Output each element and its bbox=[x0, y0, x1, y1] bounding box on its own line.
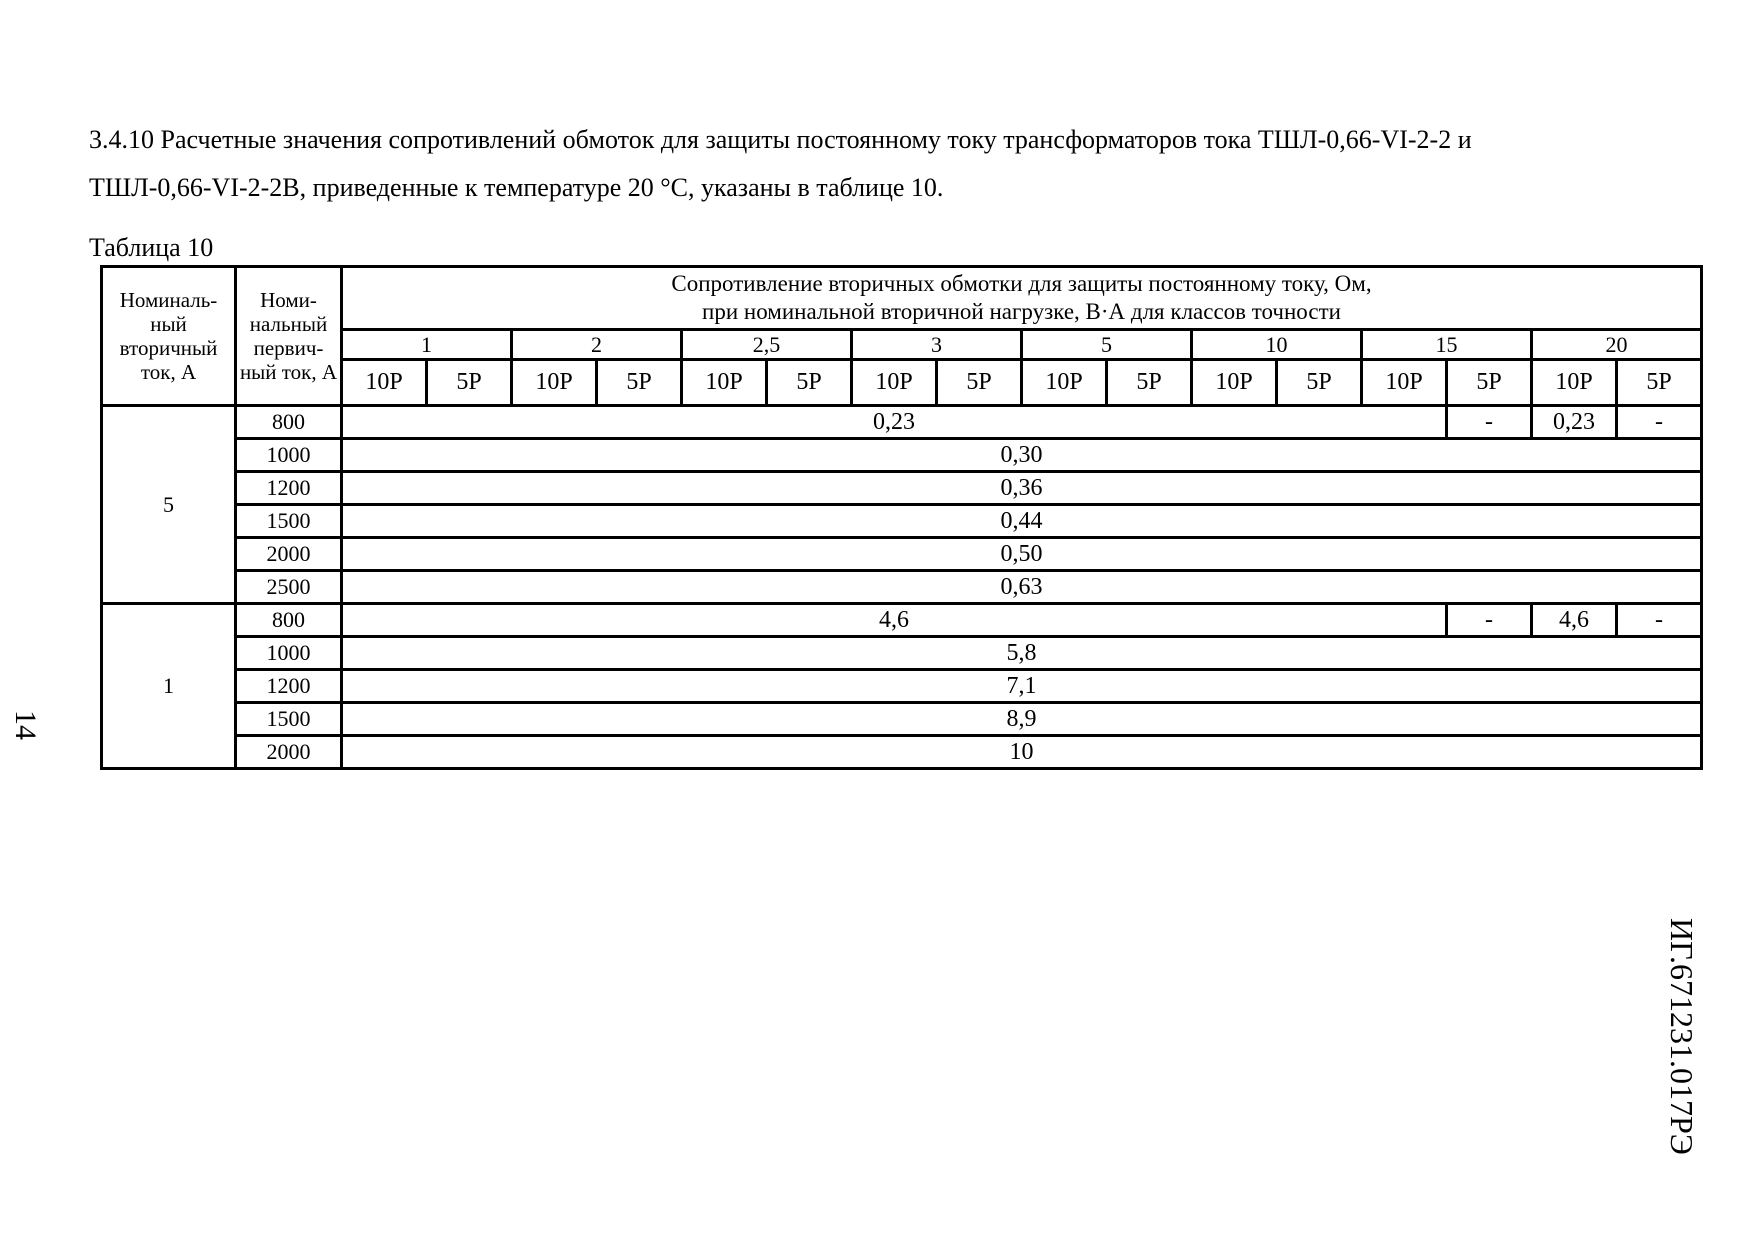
class-header: 10Р bbox=[1192, 360, 1277, 406]
class-header: 5Р bbox=[597, 360, 682, 406]
table-row bbox=[102, 505, 1702, 538]
resistance-value: 4,6 bbox=[342, 604, 1447, 637]
header-resistance-line2: при номинальной вторичной нагрузке, В·А для классов точности bbox=[702, 299, 1341, 324]
primary-current-cell: 2000 bbox=[236, 538, 342, 571]
header-resistance bbox=[342, 267, 1702, 330]
resistance-value: 0,44 bbox=[342, 505, 1702, 538]
resistance-value: 0,36 bbox=[342, 472, 1702, 505]
primary-current-cell: 2000 bbox=[236, 736, 342, 769]
table-row bbox=[102, 736, 1702, 769]
load-header: 10 bbox=[1192, 330, 1362, 360]
secondary-current-cell: 1 bbox=[102, 604, 236, 769]
load-header: 2,5 bbox=[682, 330, 852, 360]
class-header: 5Р bbox=[1447, 360, 1532, 406]
resistance-value: 0,50 bbox=[342, 538, 1702, 571]
class-header: 10Р bbox=[342, 360, 427, 406]
load-header: 5 bbox=[1022, 330, 1192, 360]
load-header: 20 bbox=[1532, 330, 1702, 360]
page-number: 14 bbox=[9, 710, 42, 740]
secondary-current-cell: 5 bbox=[102, 406, 236, 604]
primary-current-cell: 1000 bbox=[236, 439, 342, 472]
class-header: 5Р bbox=[427, 360, 512, 406]
table-caption: Таблица 10 bbox=[89, 233, 214, 262]
resistance-table bbox=[100, 265, 1703, 770]
primary-current-cell: 2500 bbox=[236, 571, 342, 604]
resistance-value: 0,23 bbox=[342, 406, 1447, 439]
primary-current-cell: 1000 bbox=[236, 637, 342, 670]
load-header: 1 bbox=[342, 330, 512, 360]
class-header: 10Р bbox=[1532, 360, 1617, 406]
table-row bbox=[102, 406, 1702, 439]
resistance-value: 7,1 bbox=[342, 670, 1702, 703]
load-header: 3 bbox=[852, 330, 1022, 360]
primary-current-cell: 1200 bbox=[236, 472, 342, 505]
class-header: 5Р bbox=[937, 360, 1022, 406]
class-header: 5Р bbox=[1277, 360, 1362, 406]
primary-current-cell: 1500 bbox=[236, 505, 342, 538]
header-primary-current: Номи-нальный первич-ный ток, А bbox=[236, 267, 342, 406]
class-header: 5Р bbox=[1617, 360, 1702, 406]
primary-current-cell: 800 bbox=[236, 604, 342, 637]
resistance-value: 0,63 bbox=[342, 571, 1702, 604]
primary-current-cell: 800 bbox=[236, 406, 342, 439]
intro-line-1: 3.4.10 Расчетные значения сопротивлений обмоток для защиты постоянному току трансформаторов тока ТШЛ-0,66-VI-2-2 и bbox=[89, 125, 1472, 154]
table-row bbox=[102, 472, 1702, 505]
table-row bbox=[102, 637, 1702, 670]
table-row bbox=[102, 439, 1702, 472]
intro-line-2: ТШЛ-0,66-VI-2-2В, приведенные к температуре 20 °С, указаны в таблице 10. bbox=[89, 173, 944, 202]
resistance-value: - bbox=[1447, 604, 1532, 637]
resistance-value: - bbox=[1617, 604, 1702, 637]
class-header: 10Р bbox=[1362, 360, 1447, 406]
table-row bbox=[102, 670, 1702, 703]
load-header: 2 bbox=[512, 330, 682, 360]
primary-current-cell: 1200 bbox=[236, 670, 342, 703]
class-header: 5Р bbox=[1107, 360, 1192, 406]
resistance-value: 5,8 bbox=[342, 637, 1702, 670]
intro-paragraph bbox=[89, 116, 1689, 212]
resistance-value: - bbox=[1617, 406, 1702, 439]
resistance-value: 8,9 bbox=[342, 703, 1702, 736]
load-header: 15 bbox=[1362, 330, 1532, 360]
primary-current-cell: 1500 bbox=[236, 703, 342, 736]
resistance-value: 10 bbox=[342, 736, 1702, 769]
header-resistance-line1: Сопротивление вторичных обмотки для защиты постоянному току, Ом, bbox=[671, 271, 1372, 296]
document-id: ИГ.671231.017РЭ bbox=[1664, 918, 1700, 1155]
resistance-value: 0,23 bbox=[1532, 406, 1617, 439]
resistance-value: - bbox=[1447, 406, 1532, 439]
table-row bbox=[102, 571, 1702, 604]
table-row bbox=[102, 703, 1702, 736]
resistance-value: 4,6 bbox=[1532, 604, 1617, 637]
class-header: 5Р bbox=[767, 360, 852, 406]
class-header: 10Р bbox=[682, 360, 767, 406]
table-row bbox=[102, 604, 1702, 637]
resistance-value: 0,30 bbox=[342, 439, 1702, 472]
class-header: 10Р bbox=[1022, 360, 1107, 406]
class-header: 10Р bbox=[852, 360, 937, 406]
table-row bbox=[102, 538, 1702, 571]
class-header: 10Р bbox=[512, 360, 597, 406]
header-secondary-current: Номиналь-ный вторичный ток, А bbox=[102, 267, 236, 406]
